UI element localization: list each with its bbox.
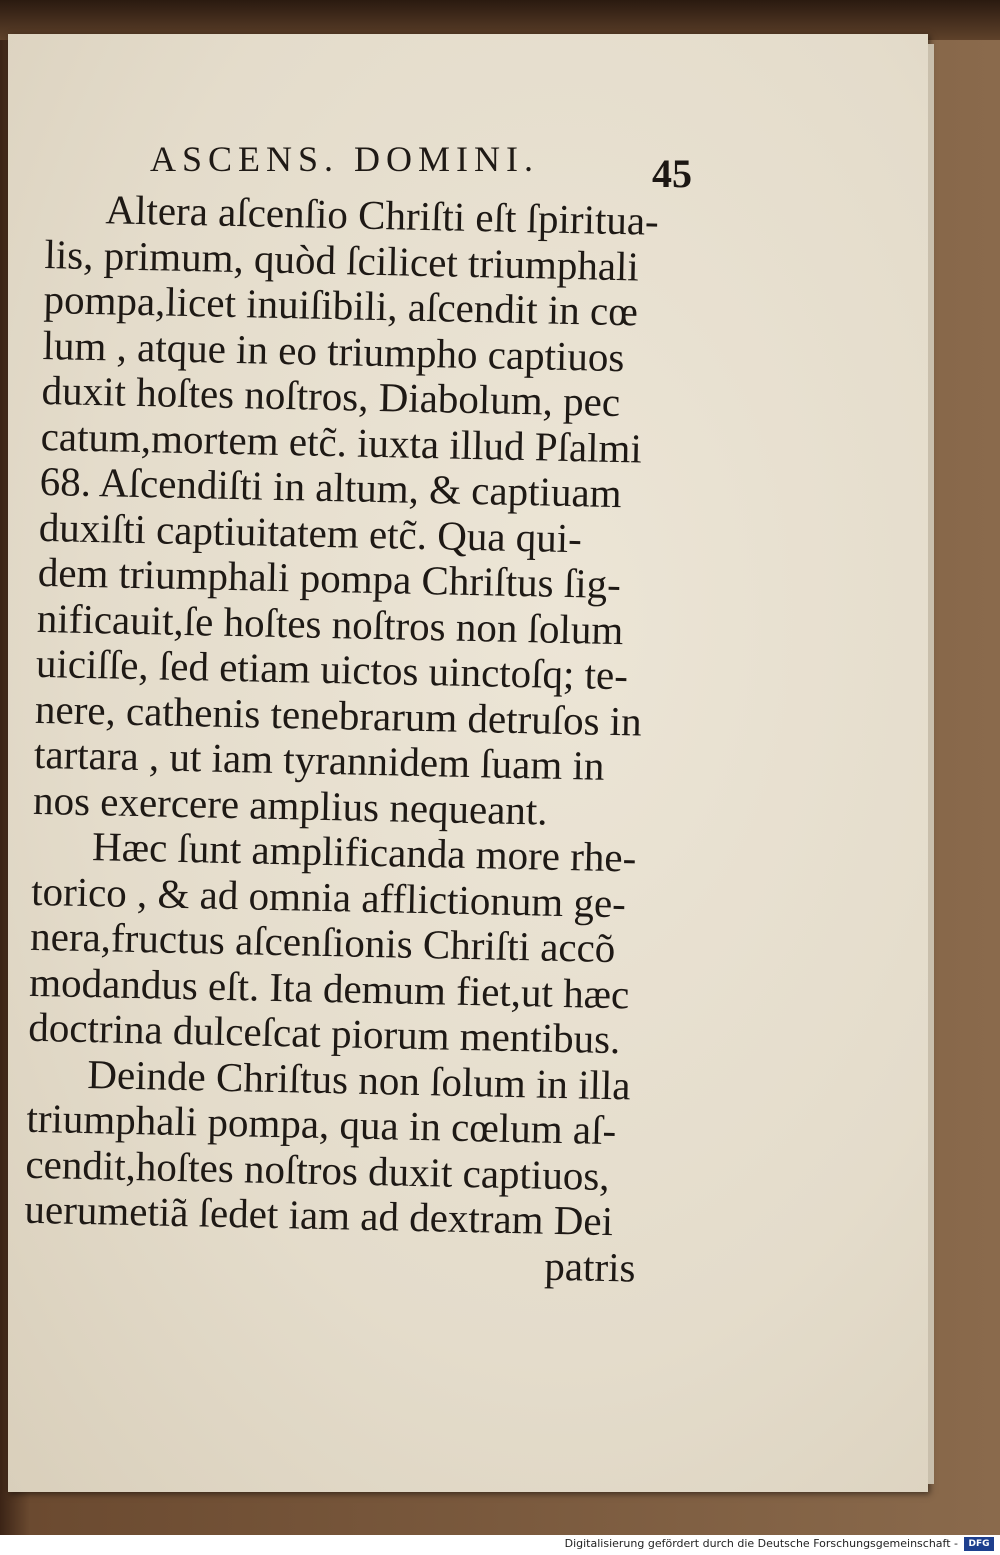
text-line: uiciſſe, ſed etiam uictos uinctoſq; te-: [35, 639, 629, 699]
text-line: doctrina dulceſcat piorum mentibus.: [27, 1003, 621, 1063]
dfg-logo: DFG: [964, 1537, 994, 1551]
footer-bar: [0, 1535, 1000, 1555]
text-line: Deinde Chriſtus non ſolum in illa: [86, 1050, 632, 1108]
funding-notice: Digitalisierung gefördert durch die Deutsche Forschungsgemeinschaft -: [564, 1537, 958, 1550]
text-line: Altera aſcenſio Chriſti eſt ſpiritua-: [105, 186, 660, 244]
text-line: nera,fructus aſcenſionis Chriſti accõ: [29, 912, 616, 972]
text-line: dem triumphali pompa Chriſtus ſig-: [37, 548, 622, 608]
page-edge: [928, 44, 934, 1484]
text-line: modandus eſt. Ita demum fiet,ut hæc: [28, 958, 630, 1017]
text-line: 68. Aſcendiſti in altum, & captiuam: [39, 457, 623, 517]
text-line: torico , & ad omnia afflictionum ge-: [30, 867, 627, 926]
text-line: nere, cathenis tenebrarum detruſos in: [34, 685, 643, 745]
running-head: ASCENS. DOMINI.: [150, 139, 540, 179]
body-text: [23, 186, 706, 1292]
text-line: tartara , ut iam tyrannidem ſuam in: [33, 730, 605, 789]
text-line: cendit,hoſtes noſtros duxit captiuos,: [25, 1140, 611, 1199]
text-line: catum,mortem etc̃. iuxta illud Pſalmi: [40, 412, 643, 472]
text-line: duxit hoſtes noſtros, Diabolum, pec: [41, 366, 621, 426]
catchword: patris: [543, 1242, 636, 1291]
text-line: lis, primum, quòd ſcilicet triumphali: [44, 230, 640, 289]
page-number: 45: [652, 151, 692, 196]
text-line: nificauit,ſe hoſtes noſtros non ſolum: [36, 594, 624, 653]
text-line: Hæc ſunt amplificanda more rhe-: [91, 823, 637, 881]
text-line: pompa,licet inuiſibili, aſcendit in cœ: [43, 275, 639, 335]
text-line: triumphali pompa, qua in cœlum aſ-: [25, 1094, 617, 1154]
text-line: duxiſti captiuitatem etc̃. Qua qui-: [38, 503, 583, 561]
text-line: lum , atque in eo triumpho captiuos: [42, 321, 625, 380]
text-line: nos exercere amplius nequeant.: [32, 776, 549, 834]
text-line: uerumetiã ſedet iam ad dextram Dei: [24, 1185, 614, 1245]
